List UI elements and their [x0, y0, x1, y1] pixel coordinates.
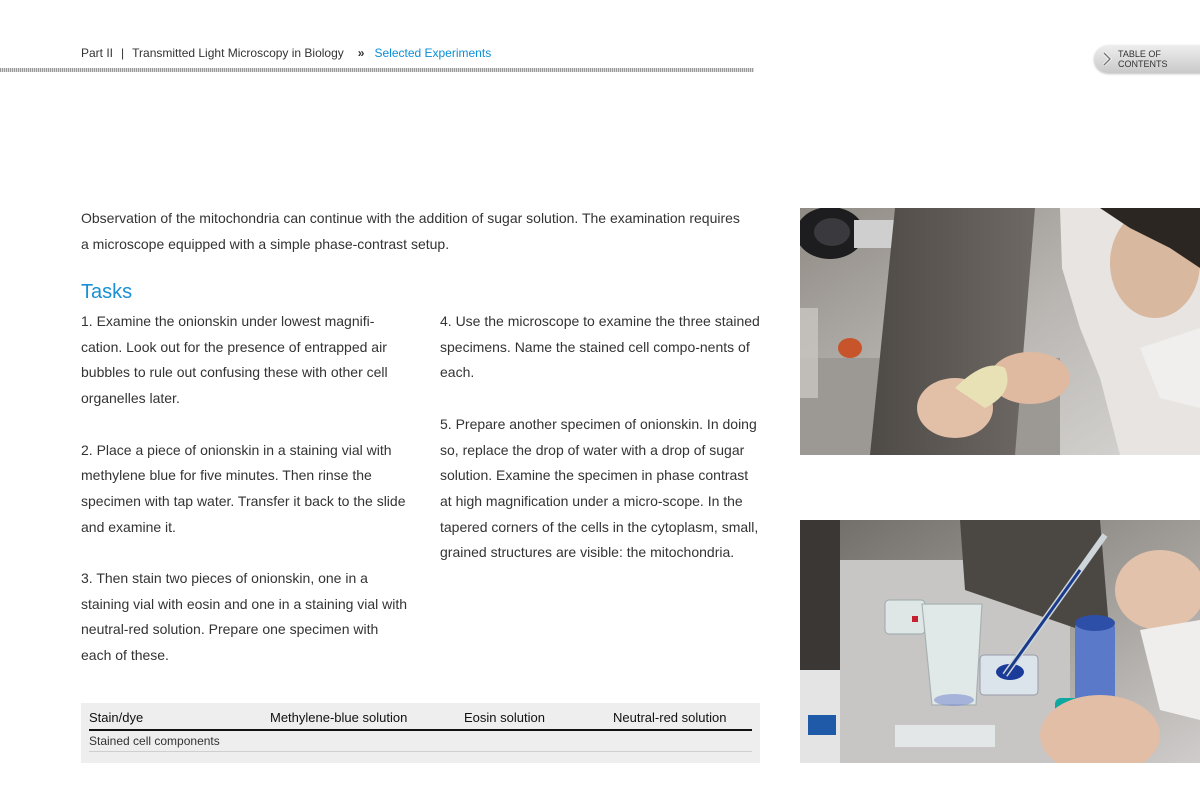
table-row: [89, 731, 752, 752]
photo-staining-vials: [800, 520, 1200, 763]
table-header-row: [89, 707, 752, 731]
chevron-right-icon: [1100, 49, 1114, 69]
breadcrumb-arrow: »: [357, 46, 365, 60]
photo-onionskin-preparation: [800, 208, 1200, 455]
task-2: 2. Place a piece of onionskin in a staining vial with methylene blue for five minutes. Then rinse the specimen with tap water. Transfer it back to the slide and examine it.: [81, 441, 406, 535]
table-header-methylene: Methylene-blue solution: [270, 710, 408, 725]
toc-label-line2: CONTENTS: [1118, 59, 1168, 69]
table-header-neutral-red: Neutral-red solution: [613, 710, 727, 725]
tasks-heading: Tasks: [81, 281, 133, 303]
table-row-label: Stained cell components: [89, 734, 220, 748]
intro-paragraph: Observation of the mitochondria can continue with the addition of sugar solution. The examination requires a microscope equipped with a simple phase-contrast setup.: [81, 210, 740, 252]
table-header-stain: Stain/dye: [89, 710, 144, 725]
table-of-contents-button[interactable]: [1094, 45, 1200, 73]
task-5: 5. Prepare another specimen of onionskin. In doing so, replace the drop of water with a drop of sugar solution. Examine the specimen in phase contrast at high magnification under a micro-scope. In the tapered corners of the cells in the cytoplasm, small, grained structures are visible: the mitochondria.: [440, 415, 759, 561]
toc-label: [1118, 49, 1168, 69]
tasks-column-right: [440, 309, 760, 592]
stain-table: [81, 703, 760, 763]
breadcrumb-separator: |: [121, 46, 125, 60]
toc-label-line1: TABLE OF: [1118, 49, 1161, 59]
table-header-eosin: Eosin solution: [464, 710, 545, 725]
breadcrumb: [81, 46, 491, 60]
breadcrumb-section[interactable]: Transmitted Light Microscopy in Biology: [132, 46, 344, 60]
breadcrumb-part[interactable]: Part II: [81, 46, 114, 60]
task-3: 3. Then stain two pieces of onionskin, one in a staining vial with eosin and one in a staining vial with neutral-red solution. Prepare one specimen with each of these.: [81, 570, 408, 664]
header-rule: [0, 68, 754, 72]
task-4: 4. Use the microscope to examine the three stained specimens. Name the stained cell compo-nents of each.: [440, 313, 760, 381]
breadcrumb-current[interactable]: Selected Experiments: [374, 46, 492, 60]
tasks-column-left: [81, 309, 411, 695]
task-1: 1. Examine the onionskin under lowest magnifi-cation. Look out for the presence of entrapped air bubbles to rule out confusing these with other cell organelles later.: [81, 313, 388, 407]
